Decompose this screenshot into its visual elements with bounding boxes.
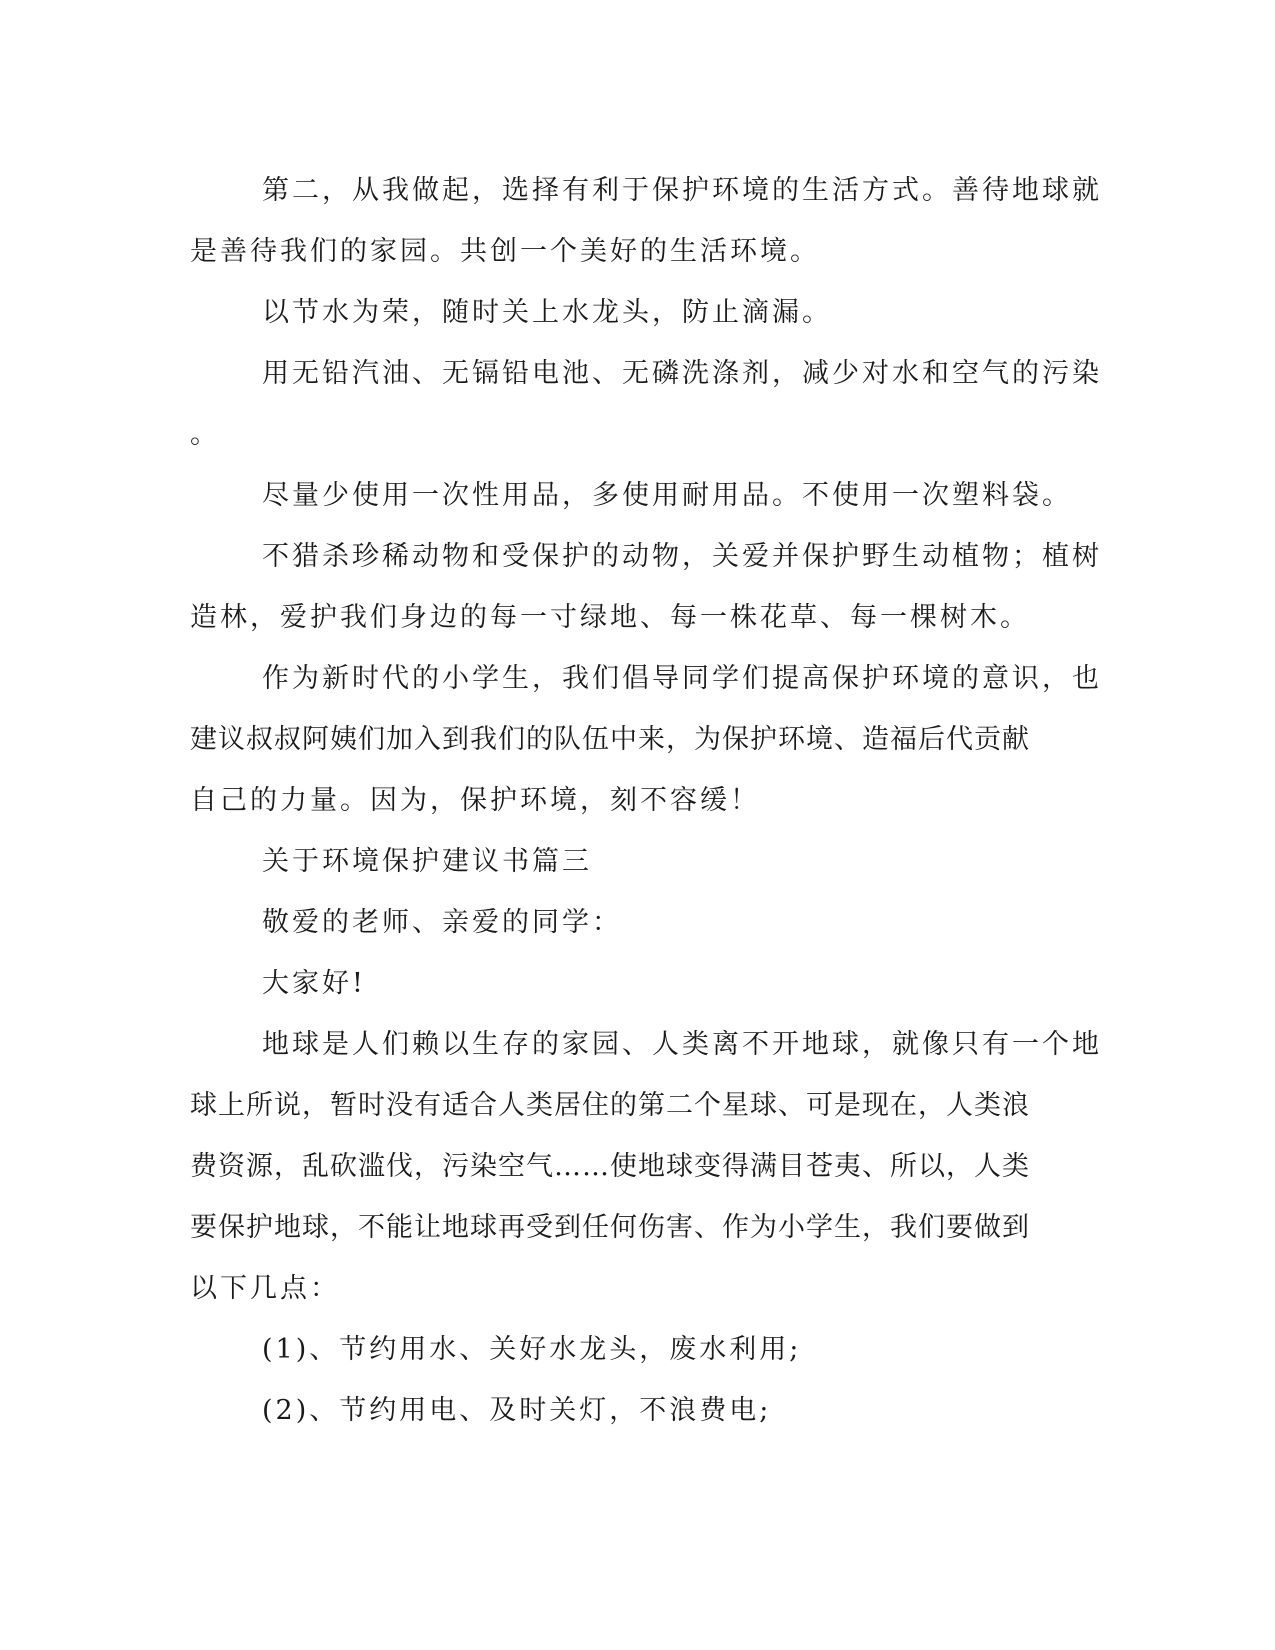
paragraph-line: 尽量少使用一次性用品，多使用耐用品。不使用一次塑料袋。 <box>262 480 1072 511</box>
paragraph-line: 以节水为荣，随时关上水龙头，防止滴漏。 <box>262 297 832 328</box>
salutation: 敬爱的老师、亲爱的同学： <box>262 907 622 938</box>
paragraph-line: 自己的力量。因为，保护环境，刻不容缓！ <box>190 785 760 816</box>
paragraph-line: 地球是人们赖以生存的家园、人类离不开地球，就像只有一个地 <box>262 1029 1102 1060</box>
paragraph-line: 作为新时代的小学生，我们倡导同学们提高保护环境的意识，也 <box>262 663 1102 694</box>
paragraph-line: 第二，从我做起，选择有利于保护环境的生活方式。善待地球就 <box>262 175 1102 206</box>
greeting: 大家好! <box>262 968 366 999</box>
paragraph-line: 要保护地球，不能让地球再受到任何伤害、作为小学生，我们要做到 <box>190 1212 1030 1243</box>
paragraph-line: 。 <box>190 419 220 450</box>
document-body <box>190 160 1102 1441</box>
paragraph-line: 以下几点： <box>190 1273 340 1304</box>
paragraph-line: 费资源，乱砍滥伐，污染空气……使地球变得满目苍夷、所以，人类 <box>190 1151 1030 1182</box>
section-heading: 关于环境保护建议书篇三 <box>262 846 592 877</box>
paragraph-line: 球上所说，暂时没有适合人类居住的第二个星球、可是现在，人类浪 <box>190 1090 1030 1121</box>
list-item: (1)、节约用水、关好水龙头，废水利用; <box>262 1334 802 1365</box>
paragraph-line: 建议叔叔阿姨们加入到我们的队伍中来，为保护环境、造福后代贡献 <box>190 724 1030 755</box>
paragraph-line: 不猎杀珍稀动物和受保护的动物，关爱并保护野生动植物；植树 <box>262 541 1102 572</box>
list-item: (2)、节约用电、及时关灯，不浪费电; <box>262 1395 772 1426</box>
paragraph-line: 造林，爱护我们身边的每一寸绿地、每一株花草、每一棵树木。 <box>190 602 1030 633</box>
paragraph-line: 是善待我们的家园。共创一个美好的生活环境。 <box>190 236 820 267</box>
paragraph-line: 用无铅汽油、无镉铅电池、无磷洗涤剂，减少对水和空气的污染 <box>262 358 1102 389</box>
